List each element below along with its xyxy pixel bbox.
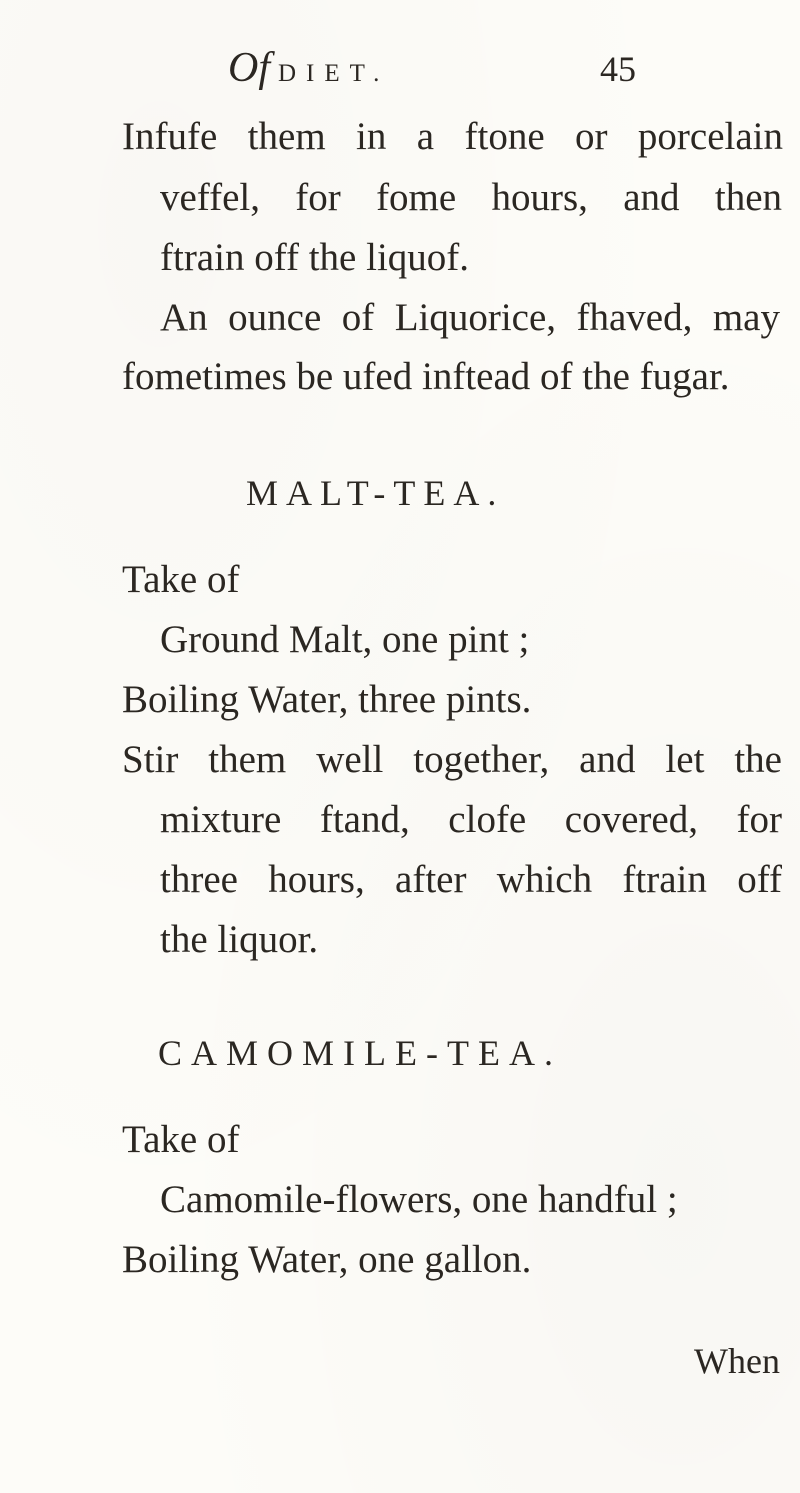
running-head-word: DIET. <box>278 60 390 87</box>
ingredient-line: Camomile-flowers, one handful ; <box>160 1178 678 1221</box>
direction-line: Stir them well together, and let the <box>122 738 782 781</box>
body-line: fometimes be ufed inftead of the fugar. <box>122 355 730 398</box>
direction-line: mixture ftand, clofe covered, for <box>160 798 782 841</box>
page-number: 45 <box>600 49 636 89</box>
take-of-label: Take of <box>122 1118 240 1161</box>
ingredient-line: Ground Malt, one pint ; <box>160 618 530 661</box>
direction-line: three hours, after which ftrain off <box>160 858 782 901</box>
body-line: Infufe them in a ftone or porcelain <box>122 115 783 158</box>
body-line: An ounce of Liquorice, fhaved, may <box>160 296 780 339</box>
take-of-label: Take of <box>122 558 240 601</box>
running-head-of: Of <box>228 45 270 91</box>
section-heading-camomile-tea: CAMOMILE-TEA. <box>158 1033 562 1073</box>
ingredient-line: Boiling Water, one gallon. <box>122 1238 532 1281</box>
catchword: When <box>694 1341 780 1381</box>
body-line: veffel, for fome hours, and then <box>160 176 782 219</box>
section-heading-malt-tea: MALT-TEA. <box>246 473 505 513</box>
direction-line: the liquor. <box>160 918 319 961</box>
ingredient-line: Boiling Water, three pints. <box>122 678 532 721</box>
running-head <box>0 42 800 102</box>
body-line: ftrain off the liquof. <box>160 236 470 279</box>
running-head-title <box>228 44 389 92</box>
